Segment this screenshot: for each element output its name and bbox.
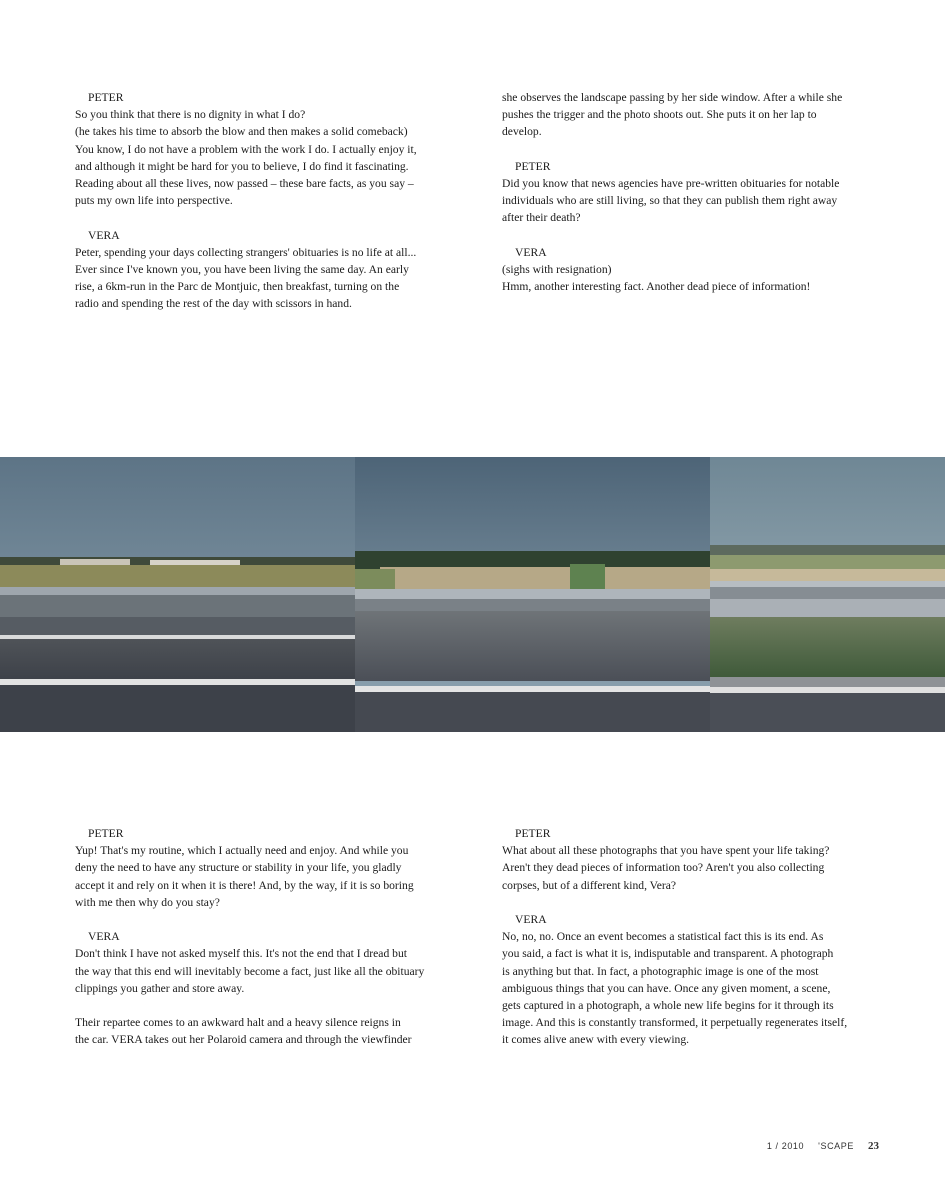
dialogue-line: Yup! That's my routine, which I actually need and enjoy. And while you [75, 844, 409, 858]
dialogue-line: and although it might be hard for you to believe, I do find it fascinating. [75, 159, 409, 173]
dialogue-line: Peter, spending your days collecting strangers' obituaries is no life at all... [75, 245, 417, 259]
dialogue-line: Did you know that news agencies have pre-written obituaries for notable [502, 177, 840, 190]
dialogue-line: Hmm, another interesting fact. Another dead piece of information! [502, 280, 811, 294]
dialogue-line: What about all these photographs that you have spent your life taking? [502, 844, 830, 858]
dialogue-line: No, no, no. Once an event becomes a statistical fact this is its end. As [502, 930, 824, 944]
narration-line: develop. [502, 125, 542, 139]
issue-label: 1 / 2010 [766, 1141, 805, 1151]
speaker-name: VERA [515, 245, 547, 259]
page-folio [767, 1140, 879, 1152]
text-column-top-left [75, 89, 455, 313]
speaker-name: VERA [88, 930, 120, 944]
speaker-name: VERA [515, 913, 547, 926]
page-number: 23 [868, 1140, 879, 1152]
dialogue-line: radio and spending the rest of the day with scissors in hand. [75, 297, 352, 311]
narration-line: she observes the landscape passing by her side window. After a while she [502, 91, 843, 104]
photo-panel-middle [355, 457, 710, 732]
speaker-name: PETER [515, 827, 551, 840]
speaker-name: PETER [515, 159, 551, 173]
dialogue-line: Don't think I have not asked myself this. It's not the end that I dread but [75, 947, 407, 961]
photo-panel-right [710, 457, 945, 732]
narration-line: the car. VERA takes out her Polaroid camera and through the viewfinder [75, 1033, 412, 1047]
speaker-name: PETER [88, 827, 124, 840]
narration-line: pushes the trigger and the photo shoots out. She puts it on her lap to [502, 108, 817, 122]
dialogue-line: ambiguous things that you can have. Once any given moment, a scene, [502, 981, 831, 995]
dialogue-line: deny the need to have any structure or stability in your life, you gladly [75, 861, 402, 875]
dialogue-line: the way that this end will inevitably become a fact, just like all the obituary [75, 964, 425, 978]
dialogue-line: accept it and rely on it when it is there! And, by the way, if it is so boring [75, 878, 414, 892]
dialogue-line: gets captured in a photograph, a whole new life begins for it through its [502, 999, 834, 1013]
dialogue-line: image. And this is constantly transformed, it perpetually regenerates itself, [502, 1016, 848, 1030]
dialogue-line: Ever since I've known you, you have been living the same day. An early [75, 263, 409, 277]
dialogue-line: puts my own life into perspective. [75, 194, 233, 208]
dialogue-line: So you think that there is no dignity in what I do? [75, 108, 306, 122]
stage-direction: (he takes his time to absorb the blow and then makes a solid comeback) [75, 125, 408, 139]
text-column-bottom-left [75, 825, 455, 1049]
dialogue-line: it comes alive anew with every viewing. [502, 1033, 690, 1047]
dialogue-line: with me then why do you stay? [75, 895, 220, 909]
dialogue-line: rise, a 6km-run in the Parc de Montjuic, then breakfast, turning on the [75, 280, 400, 294]
text-column-top-right [502, 89, 882, 295]
speaker-name: PETER [88, 91, 124, 104]
photo-panel-left [0, 457, 355, 732]
dialogue-line: Aren't they dead pieces of information too? Aren't you also collecting [502, 861, 825, 875]
dialogue-line: after their death? [502, 211, 581, 225]
magazine-name: 'SCAPE [818, 1141, 854, 1151]
dialogue-line: corpses, but of a different kind, Vera? [502, 878, 677, 892]
dialogue-line: Reading about all these lives, now passed – these bare facts, as you say – [75, 177, 414, 191]
stage-direction: (sighs with resignation) [502, 263, 612, 276]
landscape-photo-strip [0, 457, 945, 732]
text-column-bottom-right [502, 825, 882, 1049]
dialogue-line: you said, a fact is what it is, indisputable and transparent. A photograph [502, 947, 834, 961]
dialogue-line: clippings you gather and store away. [75, 981, 245, 995]
speaker-name: VERA [88, 228, 120, 242]
dialogue-line: You know, I do not have a problem with the work I do. I actually enjoy it, [75, 142, 417, 156]
dialogue-line: is anything but that. In fact, a photographic image is one of the most [502, 964, 819, 978]
narration-line: Their repartee comes to an awkward halt and a heavy silence reigns in [75, 1016, 401, 1030]
dialogue-line: individuals who are still living, so that they can publish them right away [502, 194, 838, 208]
